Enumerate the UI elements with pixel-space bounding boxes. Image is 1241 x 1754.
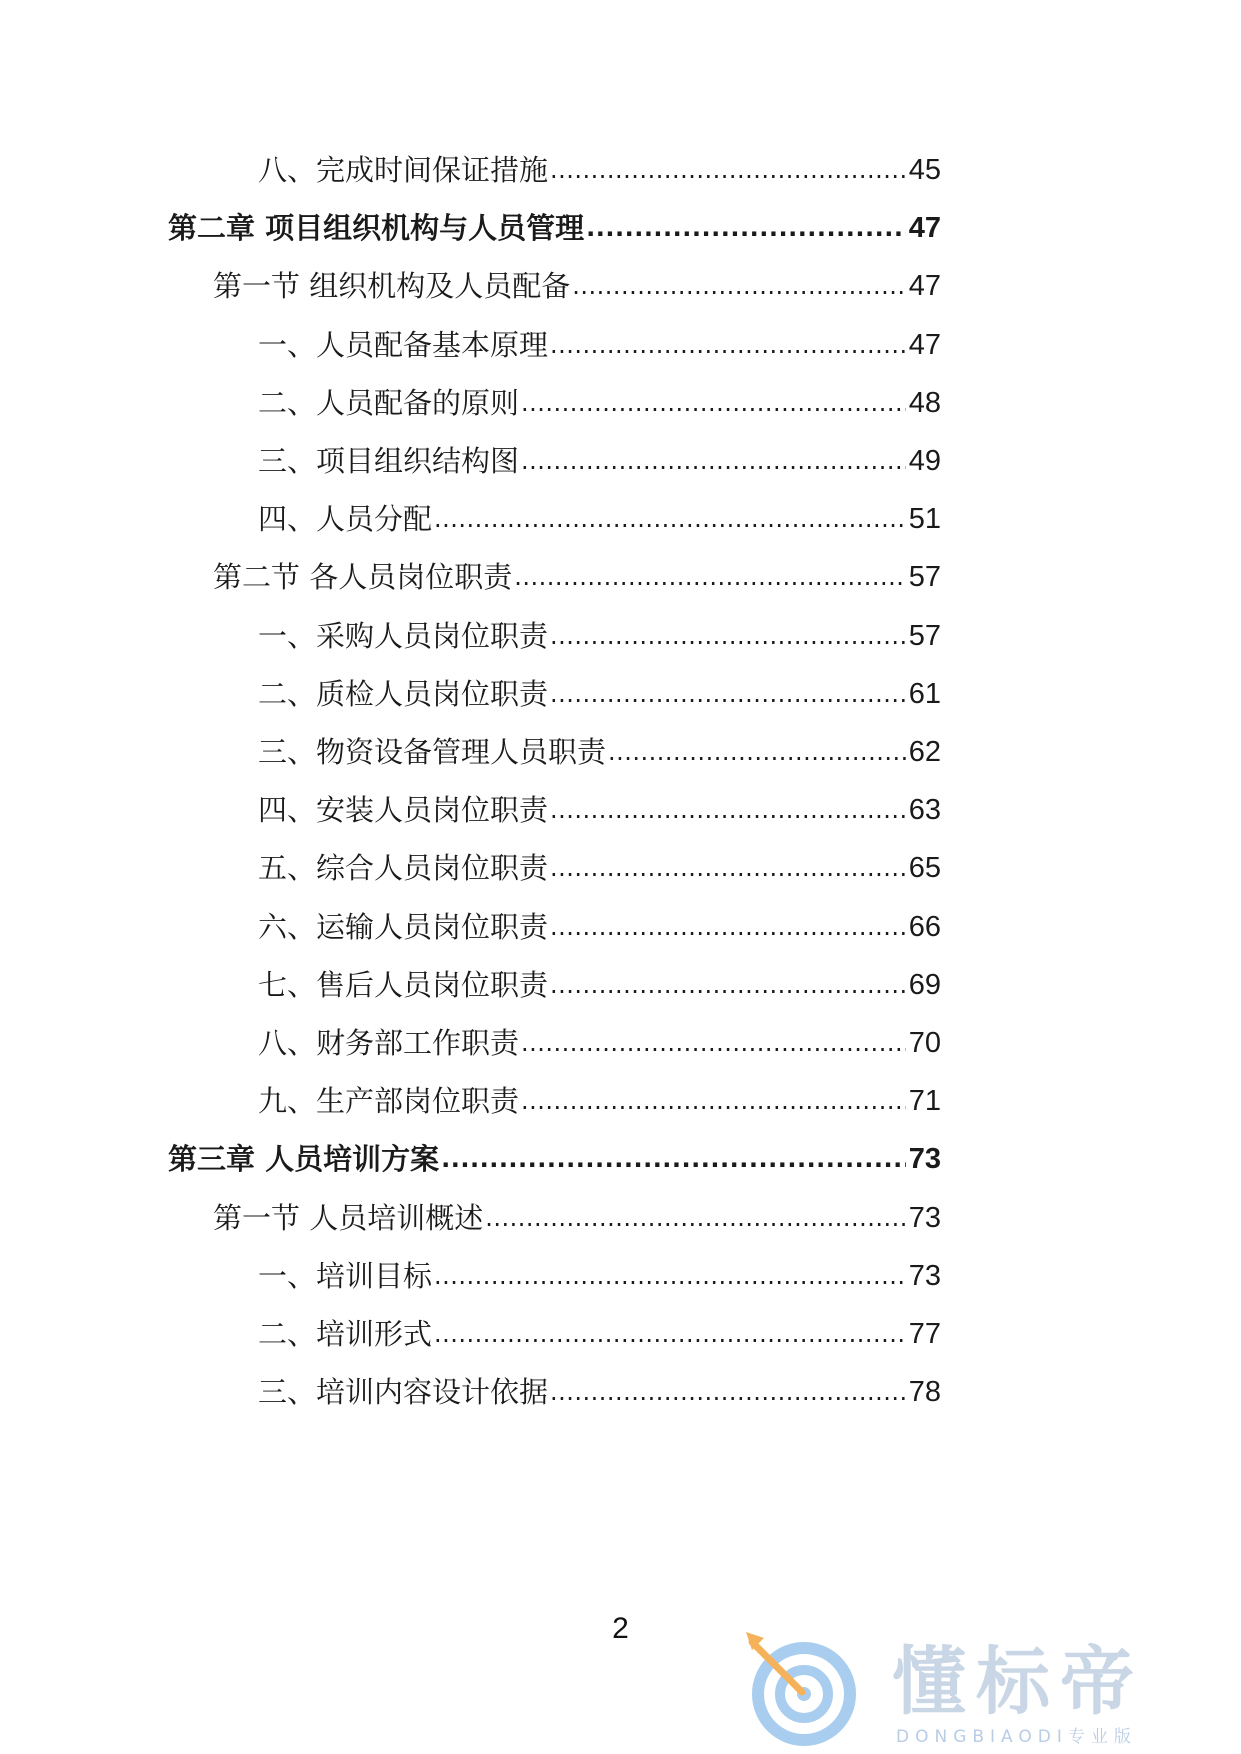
toc-dot-leader bbox=[548, 616, 906, 656]
toc-entry-label: 八、财务部工作职责 bbox=[258, 1026, 520, 1060]
toc-dot-leader bbox=[548, 674, 906, 714]
toc-entry-page: 49 bbox=[908, 445, 941, 477]
toc-entry[interactable] bbox=[258, 965, 941, 1005]
toc-entry-label: 三、培训内容设计依据 bbox=[258, 1375, 549, 1410]
toc-entry[interactable] bbox=[258, 848, 941, 888]
toc-entry[interactable] bbox=[258, 499, 941, 539]
toc-dot-leader bbox=[512, 557, 906, 597]
toc-entry-page: 47 bbox=[908, 270, 941, 303]
toc-entry-page: 57 bbox=[908, 619, 941, 652]
toc-dot-leader bbox=[432, 1314, 906, 1354]
watermark bbox=[742, 1630, 1222, 1750]
toc-entry-page: 57 bbox=[908, 561, 941, 594]
page-number: 2 bbox=[612, 1612, 629, 1645]
toc-entry-page: 73 bbox=[908, 1201, 941, 1234]
toc-entry[interactable] bbox=[213, 1198, 941, 1238]
toc-dot-leader bbox=[548, 325, 906, 365]
toc-entry-label: 二、培训形式 bbox=[258, 1317, 433, 1351]
toc-entry-page: 77 bbox=[908, 1318, 941, 1350]
toc-entry-page: 62 bbox=[908, 736, 941, 768]
toc-dot-leader bbox=[432, 499, 906, 539]
toc-entry-label: 四、安装人员岗位职责 bbox=[258, 793, 549, 828]
toc-entry-page: 51 bbox=[908, 503, 941, 536]
toc-dot-leader bbox=[483, 1198, 906, 1238]
toc-dot-leader bbox=[570, 266, 906, 306]
toc-entry-label: 六、运输人员岗位职责 bbox=[258, 909, 549, 944]
toc-entry-page: 48 bbox=[908, 386, 941, 419]
toc-entry[interactable] bbox=[258, 1023, 941, 1063]
toc-entry[interactable] bbox=[258, 383, 941, 423]
toc-entry-label: 第三章 人员培训方案 bbox=[168, 1142, 440, 1177]
toc-dot-leader bbox=[548, 790, 906, 830]
watermark-subtitle: DONGBIAODI专业版 bbox=[896, 1727, 1137, 1747]
toc-entry-page: 73 bbox=[908, 1259, 941, 1292]
toc-dot-leader bbox=[432, 1256, 906, 1296]
toc-entry-label: 三、项目组织结构图 bbox=[258, 444, 520, 478]
toc-entry-page: 47 bbox=[908, 328, 941, 361]
toc-entry[interactable] bbox=[258, 1314, 941, 1354]
toc-entry-page: 47 bbox=[908, 212, 941, 245]
toc-entry[interactable] bbox=[213, 557, 941, 597]
toc-dot-leader bbox=[548, 848, 906, 888]
toc-entry-page: 71 bbox=[908, 1085, 941, 1118]
toc-entry-page: 63 bbox=[908, 794, 941, 827]
toc-entry[interactable] bbox=[258, 150, 941, 190]
toc-entry[interactable] bbox=[258, 732, 941, 772]
toc-entry-label: 一、人员配备基本原理 bbox=[258, 327, 549, 362]
toc-entry-page: 66 bbox=[908, 910, 941, 943]
toc-dot-leader bbox=[606, 732, 906, 772]
toc-entry[interactable] bbox=[258, 674, 941, 714]
toc-entry[interactable] bbox=[258, 1256, 941, 1296]
toc-entry-page: 69 bbox=[908, 968, 941, 1001]
toc-entry-page: 73 bbox=[908, 1143, 941, 1176]
toc-dot-leader bbox=[548, 150, 906, 190]
target-logo-icon bbox=[742, 1630, 862, 1750]
toc-entry[interactable] bbox=[258, 325, 941, 365]
toc-entry[interactable] bbox=[213, 266, 941, 306]
toc-entry-label: 九、生产部岗位职责 bbox=[258, 1084, 520, 1119]
toc-entry-page: 45 bbox=[908, 154, 941, 186]
toc-entry-label: 第一节 组织机构及人员配备 bbox=[213, 269, 571, 304]
toc-entry[interactable] bbox=[168, 1139, 941, 1179]
toc-dot-leader bbox=[519, 1023, 906, 1063]
toc-entry-label: 四、人员分配 bbox=[258, 502, 433, 537]
toc-dot-leader bbox=[548, 965, 906, 1005]
toc-entry[interactable] bbox=[258, 616, 941, 656]
toc-dot-leader bbox=[519, 383, 906, 423]
toc-entry-label: 一、采购人员岗位职责 bbox=[258, 618, 549, 653]
toc-entry[interactable] bbox=[258, 1372, 941, 1412]
toc-entry-page: 61 bbox=[908, 677, 941, 710]
toc-entry-label: 三、物资设备管理人员职责 bbox=[258, 735, 607, 769]
toc-entry-label: 第一节 人员培训概述 bbox=[213, 1200, 484, 1235]
toc-dot-leader bbox=[548, 1372, 906, 1412]
toc-entry[interactable] bbox=[258, 1081, 941, 1121]
toc-entry[interactable] bbox=[258, 790, 941, 830]
toc-dot-leader bbox=[519, 1081, 906, 1121]
toc-entry-label: 七、售后人员岗位职责 bbox=[258, 967, 549, 1002]
toc-entry[interactable] bbox=[168, 208, 941, 248]
toc-entry-page: 78 bbox=[908, 1376, 941, 1409]
toc-entry[interactable] bbox=[258, 441, 941, 481]
toc-dot-leader bbox=[584, 208, 906, 248]
toc-entry-page: 70 bbox=[908, 1027, 941, 1059]
toc-entry[interactable] bbox=[258, 907, 941, 947]
toc-entry-label: 五、综合人员岗位职责 bbox=[258, 851, 549, 886]
toc-dot-leader bbox=[548, 907, 906, 947]
toc-dot-leader bbox=[519, 441, 906, 481]
toc-entry-label: 八、完成时间保证措施 bbox=[258, 153, 549, 187]
toc-dot-leader bbox=[439, 1139, 906, 1179]
toc-entry-label: 二、人员配备的原则 bbox=[258, 385, 520, 420]
toc-entry-label: 二、质检人员岗位职责 bbox=[258, 676, 549, 711]
toc-entry-page: 65 bbox=[908, 852, 941, 885]
toc-entry-label: 第二节 各人员岗位职责 bbox=[213, 560, 513, 595]
watermark-brand: 懂标帝 bbox=[892, 1639, 1144, 1725]
toc-entry-label: 一、培训目标 bbox=[258, 1258, 433, 1293]
toc-entry-label: 第二章 项目组织机构与人员管理 bbox=[168, 211, 585, 246]
